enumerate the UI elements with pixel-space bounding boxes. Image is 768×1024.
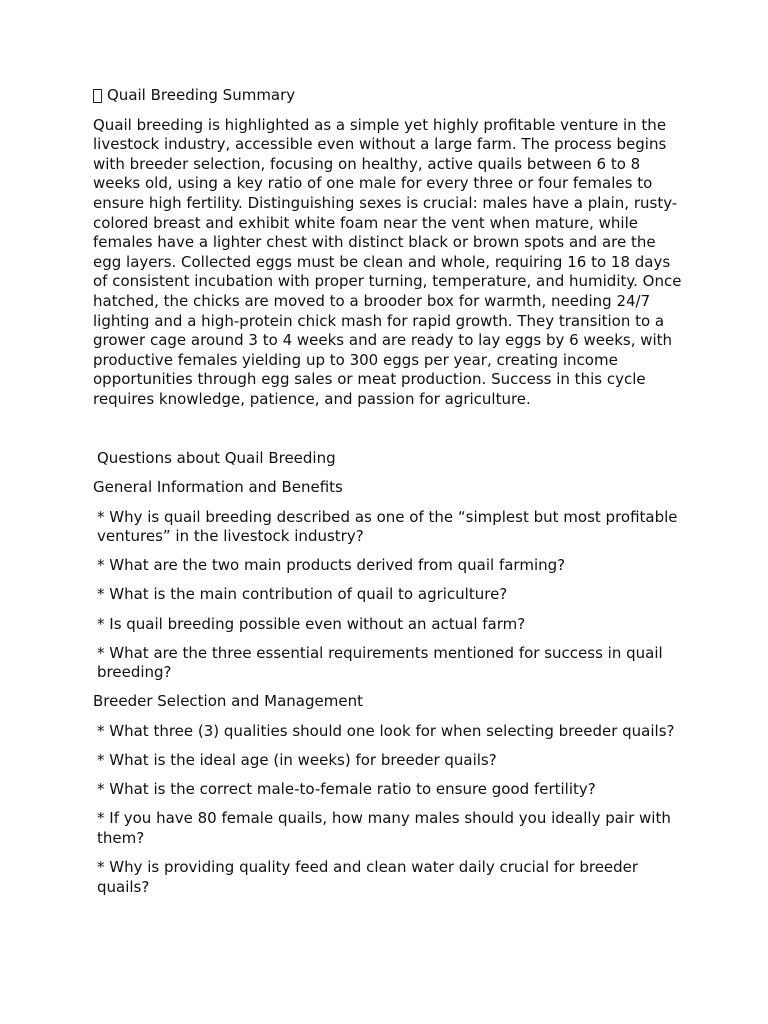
document-page: [93, 86, 683, 907]
question-item: * What is the correct male-to-female ratio to ensure good fertility?: [97, 780, 596, 799]
question-item: * What three (3) qualities should one look for when selecting breeder quails?: [97, 721, 675, 740]
section-title-general: General Information and Benefits: [93, 478, 343, 497]
question-item: * If you have 80 female quails, how many males should you ideally pair with them?: [97, 809, 671, 847]
summary-paragraph: Quail breeding is highlighted as a simple yet highly profitable venture in the livestock industry, accessible even without a large farm. The process begins with breeder selection, focusing on healthy, active quails between 6 to 8 weeks old, using a key ratio of one male for every three or four females to ensure high fertility. Distinguishing sexes is crucial: males have a plain, rusty-colored breast and exhibit white foam near the vent when mature, while females have a lighter chest with distinct black or brown spots and are the egg layers. Collected eggs must be clean and whole, requiring 16 to 18 days of consistent incubation with proper turning, temperature, and humidity. Once hatched, the chicks are moved to a brooder box for warmth, needing 24/7 lighting and a high-protein chick mash for rapid growth. They transition to a grower cage around 3 to 4 weeks and are ready to lay eggs by 6 weeks, with productive females yielding up to 300 eggs per year, creating income opportunities through egg sales or meat production. Success in this cycle requires knowledge, patience, and passion for agriculture.: [93, 115, 682, 408]
question-item: * What are the three essential requirements mentioned for success in quail breeding?: [97, 643, 663, 682]
summary-title: Quail Breeding Summary: [107, 86, 296, 104]
section-title-breeder: Breeder Selection and Management: [93, 692, 363, 711]
question-item: * Is quail breeding possible even without an actual farm?: [97, 614, 526, 633]
question-item: * What is the main contribution of quail to agriculture?: [97, 585, 508, 604]
questions-heading: Questions about Quail Breeding: [97, 448, 336, 467]
section-spacer: [93, 410, 683, 449]
question-item: * What is the ideal age (in weeks) for breeder quails?: [97, 751, 497, 770]
summary-heading: [93, 86, 683, 106]
question-item: * Why is providing quality feed and clean water daily crucial for breeder quails?: [97, 857, 639, 896]
question-item: * What are the two main products derived from quail farming?: [97, 556, 566, 575]
missing-glyph-icon: [93, 89, 102, 103]
question-item: * Why is quail breeding described as one of the “simplest but most profitable ventures” in the livestock industry?: [97, 507, 678, 546]
